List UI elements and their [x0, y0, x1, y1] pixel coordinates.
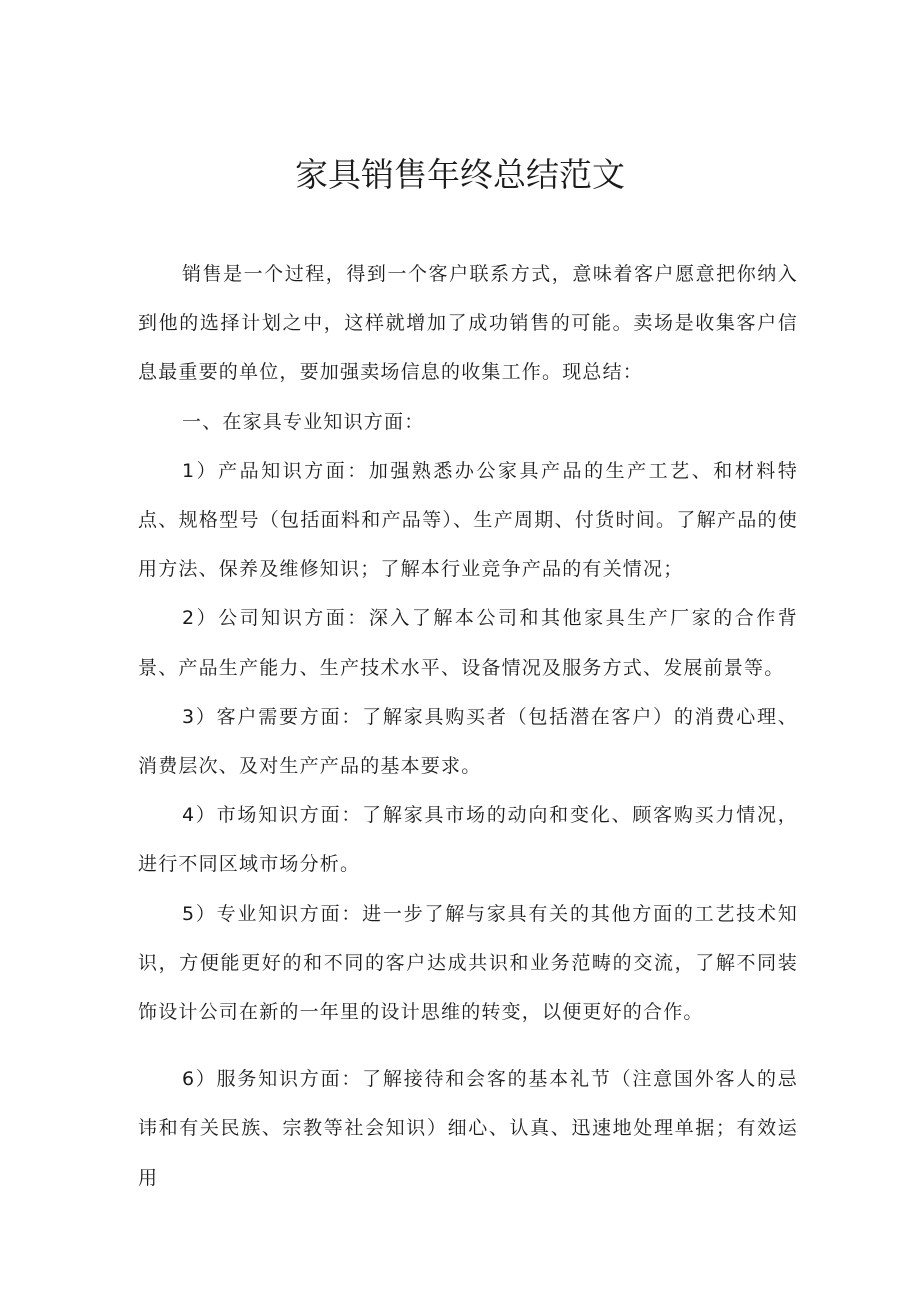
paragraph-service-knowledge: 6）服务知识方面：了解接待和会客的基本礼节（注意国外客人的忌讳和有关民族、宗教等社会知识）细心、认真、迅速地处理单据；有效运用	[138, 1068, 798, 1189]
paragraph-market-knowledge: 4）市场知识方面：了解家具市场的动向和变化、顾客购买力情况，进行不同区域市场分析。	[138, 804, 798, 876]
paragraph-spacer	[138, 1037, 798, 1055]
section-heading-furniture-knowledge: 一、在家具专业知识方面：	[182, 410, 425, 433]
document-title: 家具销售年终总结范文	[295, 155, 625, 194]
paragraph-professional-knowledge: 5）专业知识方面：进一步了解与家具有关的其他方面的工艺技术知识，方便能更好的和不同的客户达成共识和业务范畴的交流，了解不同装饰设计公司在新的一年里的设计思维的转变，以便更好的合作。	[138, 902, 798, 1024]
paragraph-product-knowledge: 1）产品知识方面：加强熟悉办公家具产品的生产工艺、和材料特点、规格型号（包括面料和产品等）、生产周期、付货时间。了解产品的使用方法、保养及维修知识；了解本行业竞争产品的有关情况；	[138, 459, 798, 581]
document-body	[138, 250, 798, 1203]
paragraph-company-knowledge: 2）公司知识方面：深入了解本公司和其他家具生产厂家的合作背景、产品生产能力、生产技术水平、设备情况及服务方式、发展前景等。	[138, 607, 798, 679]
paragraph-intro: 销售是一个过程，得到一个客户联系方式，意味着客户愿意把你纳入到他的选择计划之中，这样就增加了成功销售的可能。卖场是收集客户信息最重要的单位，要加强卖场信息的收集工作。现总结：	[138, 263, 798, 384]
paragraph-customer-needs: 3）客户需要方面：了解家具购买者（包括潜在客户）的消费心理、消费层次、及对生产产品的基本要求。	[138, 705, 798, 778]
